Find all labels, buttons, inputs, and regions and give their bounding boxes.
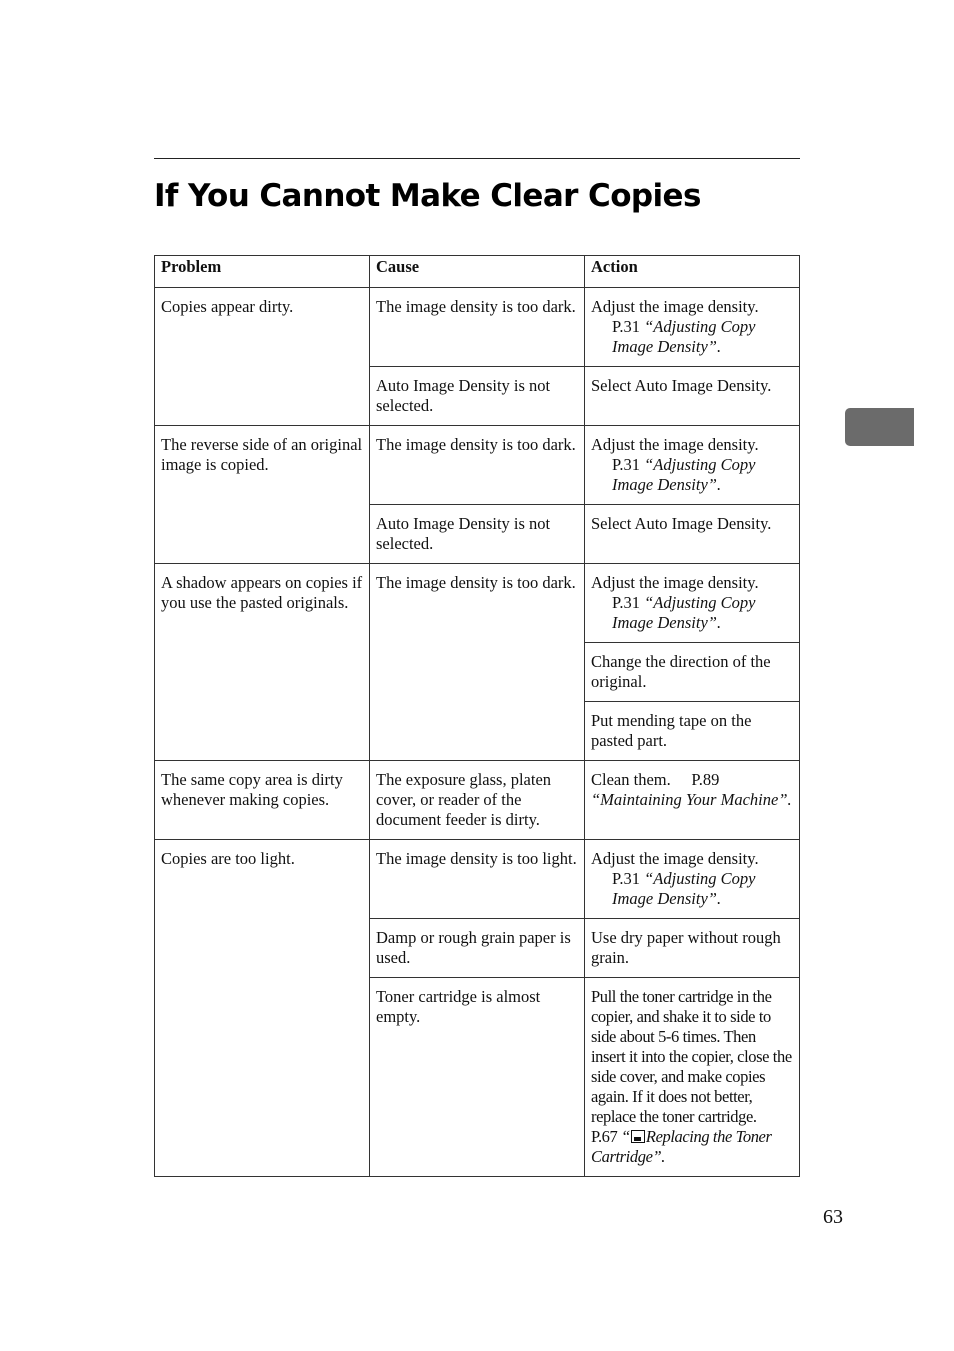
reference-title: “Adjusting Copy Image Density”.	[612, 593, 756, 632]
action-text: Adjust the image density.	[591, 573, 759, 592]
header-cause: Cause	[370, 256, 585, 288]
cause-cell: Toner cartridge is almost empty.	[370, 978, 585, 1177]
cause-cell: The exposure glass, platen cover, or reader of the document feeder is dirty.	[370, 761, 585, 840]
action-cell: Use dry paper without rough grain.	[585, 919, 800, 978]
table-row	[155, 426, 800, 505]
action-cell	[585, 564, 800, 643]
action-cell: Put mending tape on the pasted part.	[585, 702, 800, 761]
header-action: Action	[585, 256, 800, 288]
action-cell	[585, 978, 800, 1177]
problem-cell: A shadow appears on copies if you use the pasted originals.	[155, 564, 370, 761]
action-text: Adjust the image density.	[591, 297, 759, 316]
action-text: Adjust the image density.	[591, 435, 759, 454]
table-row	[155, 564, 800, 643]
cause-cell: Auto Image Density is not selected.	[370, 505, 585, 564]
action-cell	[585, 288, 800, 367]
problem-cell: The reverse side of an original image is copied.	[155, 426, 370, 564]
reference-title-open: “	[621, 1127, 630, 1146]
cause-cell: Damp or rough grain paper is used.	[370, 919, 585, 978]
reference-page: P.31	[612, 455, 640, 474]
table-row	[155, 761, 800, 840]
page-title: If You Cannot Make Clear Copies	[154, 178, 701, 214]
reference-page: P.31	[612, 317, 640, 336]
reference-title: “Adjusting Copy Image Density”.	[612, 317, 756, 356]
chapter-tab	[845, 408, 914, 446]
page-reference	[591, 869, 793, 909]
action-cell: Select Auto Image Density.	[585, 505, 800, 564]
action-cell: Select Auto Image Density.	[585, 367, 800, 426]
cause-cell: The image density is too dark.	[370, 564, 585, 761]
table-header-row	[155, 256, 800, 288]
problem-cell: The same copy area is dirty whenever making copies.	[155, 761, 370, 840]
reference-title: Replacing the Toner Cartridge”.	[591, 1127, 772, 1166]
reference-page: P.67	[591, 1127, 618, 1146]
table-row	[155, 840, 800, 919]
action-cell	[585, 840, 800, 919]
reference-page: P.31	[612, 593, 640, 612]
problem-cell: Copies appear dirty.	[155, 288, 370, 426]
action-text: Pull the toner cartridge in the copier, and shake it to side to side about 5-6 times. Then insert it into the copier, close the side cover, and make copies again. If it does not better, replace the toner cartridge.	[591, 987, 792, 1126]
page-reference	[591, 593, 793, 633]
reference-title: “Maintaining Your Machine”.	[591, 790, 792, 809]
action-cell	[585, 426, 800, 505]
cause-cell: The image density is too dark.	[370, 288, 585, 367]
reference-page: P.31	[612, 869, 640, 888]
page-number: 63	[823, 1206, 843, 1228]
action-cell	[585, 761, 800, 840]
header-rule	[154, 158, 800, 159]
action-text: Adjust the image density.	[591, 849, 759, 868]
toner-cartridge-icon	[631, 1130, 645, 1143]
action-cell: Change the direction of the original.	[585, 643, 800, 702]
table-row	[155, 288, 800, 367]
cause-cell: The image density is too dark.	[370, 426, 585, 505]
action-text: Clean them.	[591, 770, 671, 789]
reference-title: “Adjusting Copy Image Density”.	[612, 869, 756, 908]
reference-title: “Adjusting Copy Image Density”.	[612, 455, 756, 494]
page-reference	[591, 455, 793, 495]
troubleshooting-table	[154, 255, 800, 1177]
problem-cell: Copies are too light.	[155, 840, 370, 1177]
page-reference	[591, 317, 793, 357]
cause-cell: The image density is too light.	[370, 840, 585, 919]
header-problem: Problem	[155, 256, 370, 288]
cause-cell: Auto Image Density is not selected.	[370, 367, 585, 426]
reference-page: P.89	[691, 770, 720, 789]
